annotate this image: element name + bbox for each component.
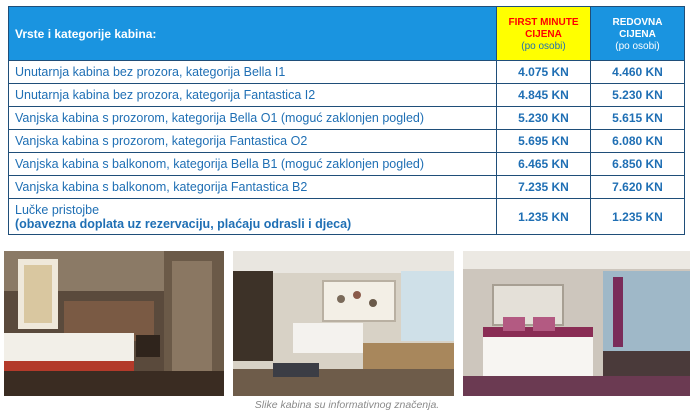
port-fees-note: (obavezna doplata uz rezervaciju, plaćaju odrasli i djeca) [15,216,352,231]
regular-price: 4.460 KN [591,61,685,84]
cabin-photo-interior [4,251,224,396]
header-regular [591,7,685,61]
header-first-minute-sub: (po osobi) [521,40,566,52]
cabin-photo-balcony [463,251,690,396]
regular-price: 5.230 KN [591,84,685,107]
first-minute-price: 4.845 KN [497,84,591,107]
cabin-name: Vanjska kabina s balkonom, kategorija Fantastica B2 [9,176,497,199]
photos-caption: Slike kabina su informativnog značenja. [254,399,440,411]
port-fees-row [9,199,685,235]
first-minute-price: 6.465 KN [497,153,591,176]
first-minute-price: 7.235 KN [497,176,591,199]
first-minute-price: 5.695 KN [497,130,591,153]
cabin-name: Vanjska kabina s prozorom, kategorija Fantastica O2 [9,130,497,153]
cabin-name: Unutarnja kabina bez prozora, kategorija Bella I1 [9,61,497,84]
table-row [9,61,685,84]
table-row [9,107,685,130]
first-minute-price: 5.230 KN [497,107,591,130]
port-fees-name: Lučke pristojbe [15,202,100,217]
header-regular-line2: CIJENA [619,28,656,40]
regular-price: 6.080 KN [591,130,685,153]
table-row [9,130,685,153]
regular-price: 6.850 KN [591,153,685,176]
cabin-photos [4,251,690,396]
header-first-minute-line2: CIJENA [525,28,562,40]
header-first-minute-line1: FIRST MINUTE [508,16,579,28]
cabin-name: Vanjska kabina s balkonom, kategorija Bella B1 (moguć zaklonjen pogled) [9,153,497,176]
cabin-photo-window [233,251,454,396]
regular-price: 1.235 KN [591,199,685,235]
cabin-price-table [8,6,685,235]
header-category: Vrste i kategorije kabina: [9,7,497,61]
header-first-minute [497,7,591,61]
cabin-name: Unutarnja kabina bez prozora, kategorija Fantastica I2 [9,84,497,107]
table-row [9,176,685,199]
table-row [9,84,685,107]
port-fees-cell [9,199,497,235]
first-minute-price: 4.075 KN [497,61,591,84]
table-row [9,153,685,176]
cabin-name: Vanjska kabina s prozorom, kategorija Bella O1 (moguć zaklonjen pogled) [9,107,497,130]
table-header-row [9,7,685,61]
header-regular-sub: (po osobi) [615,40,660,52]
regular-price: 5.615 KN [591,107,685,130]
regular-price: 7.620 KN [591,176,685,199]
header-regular-line1: REDOVNA [612,16,663,28]
first-minute-price: 1.235 KN [497,199,591,235]
